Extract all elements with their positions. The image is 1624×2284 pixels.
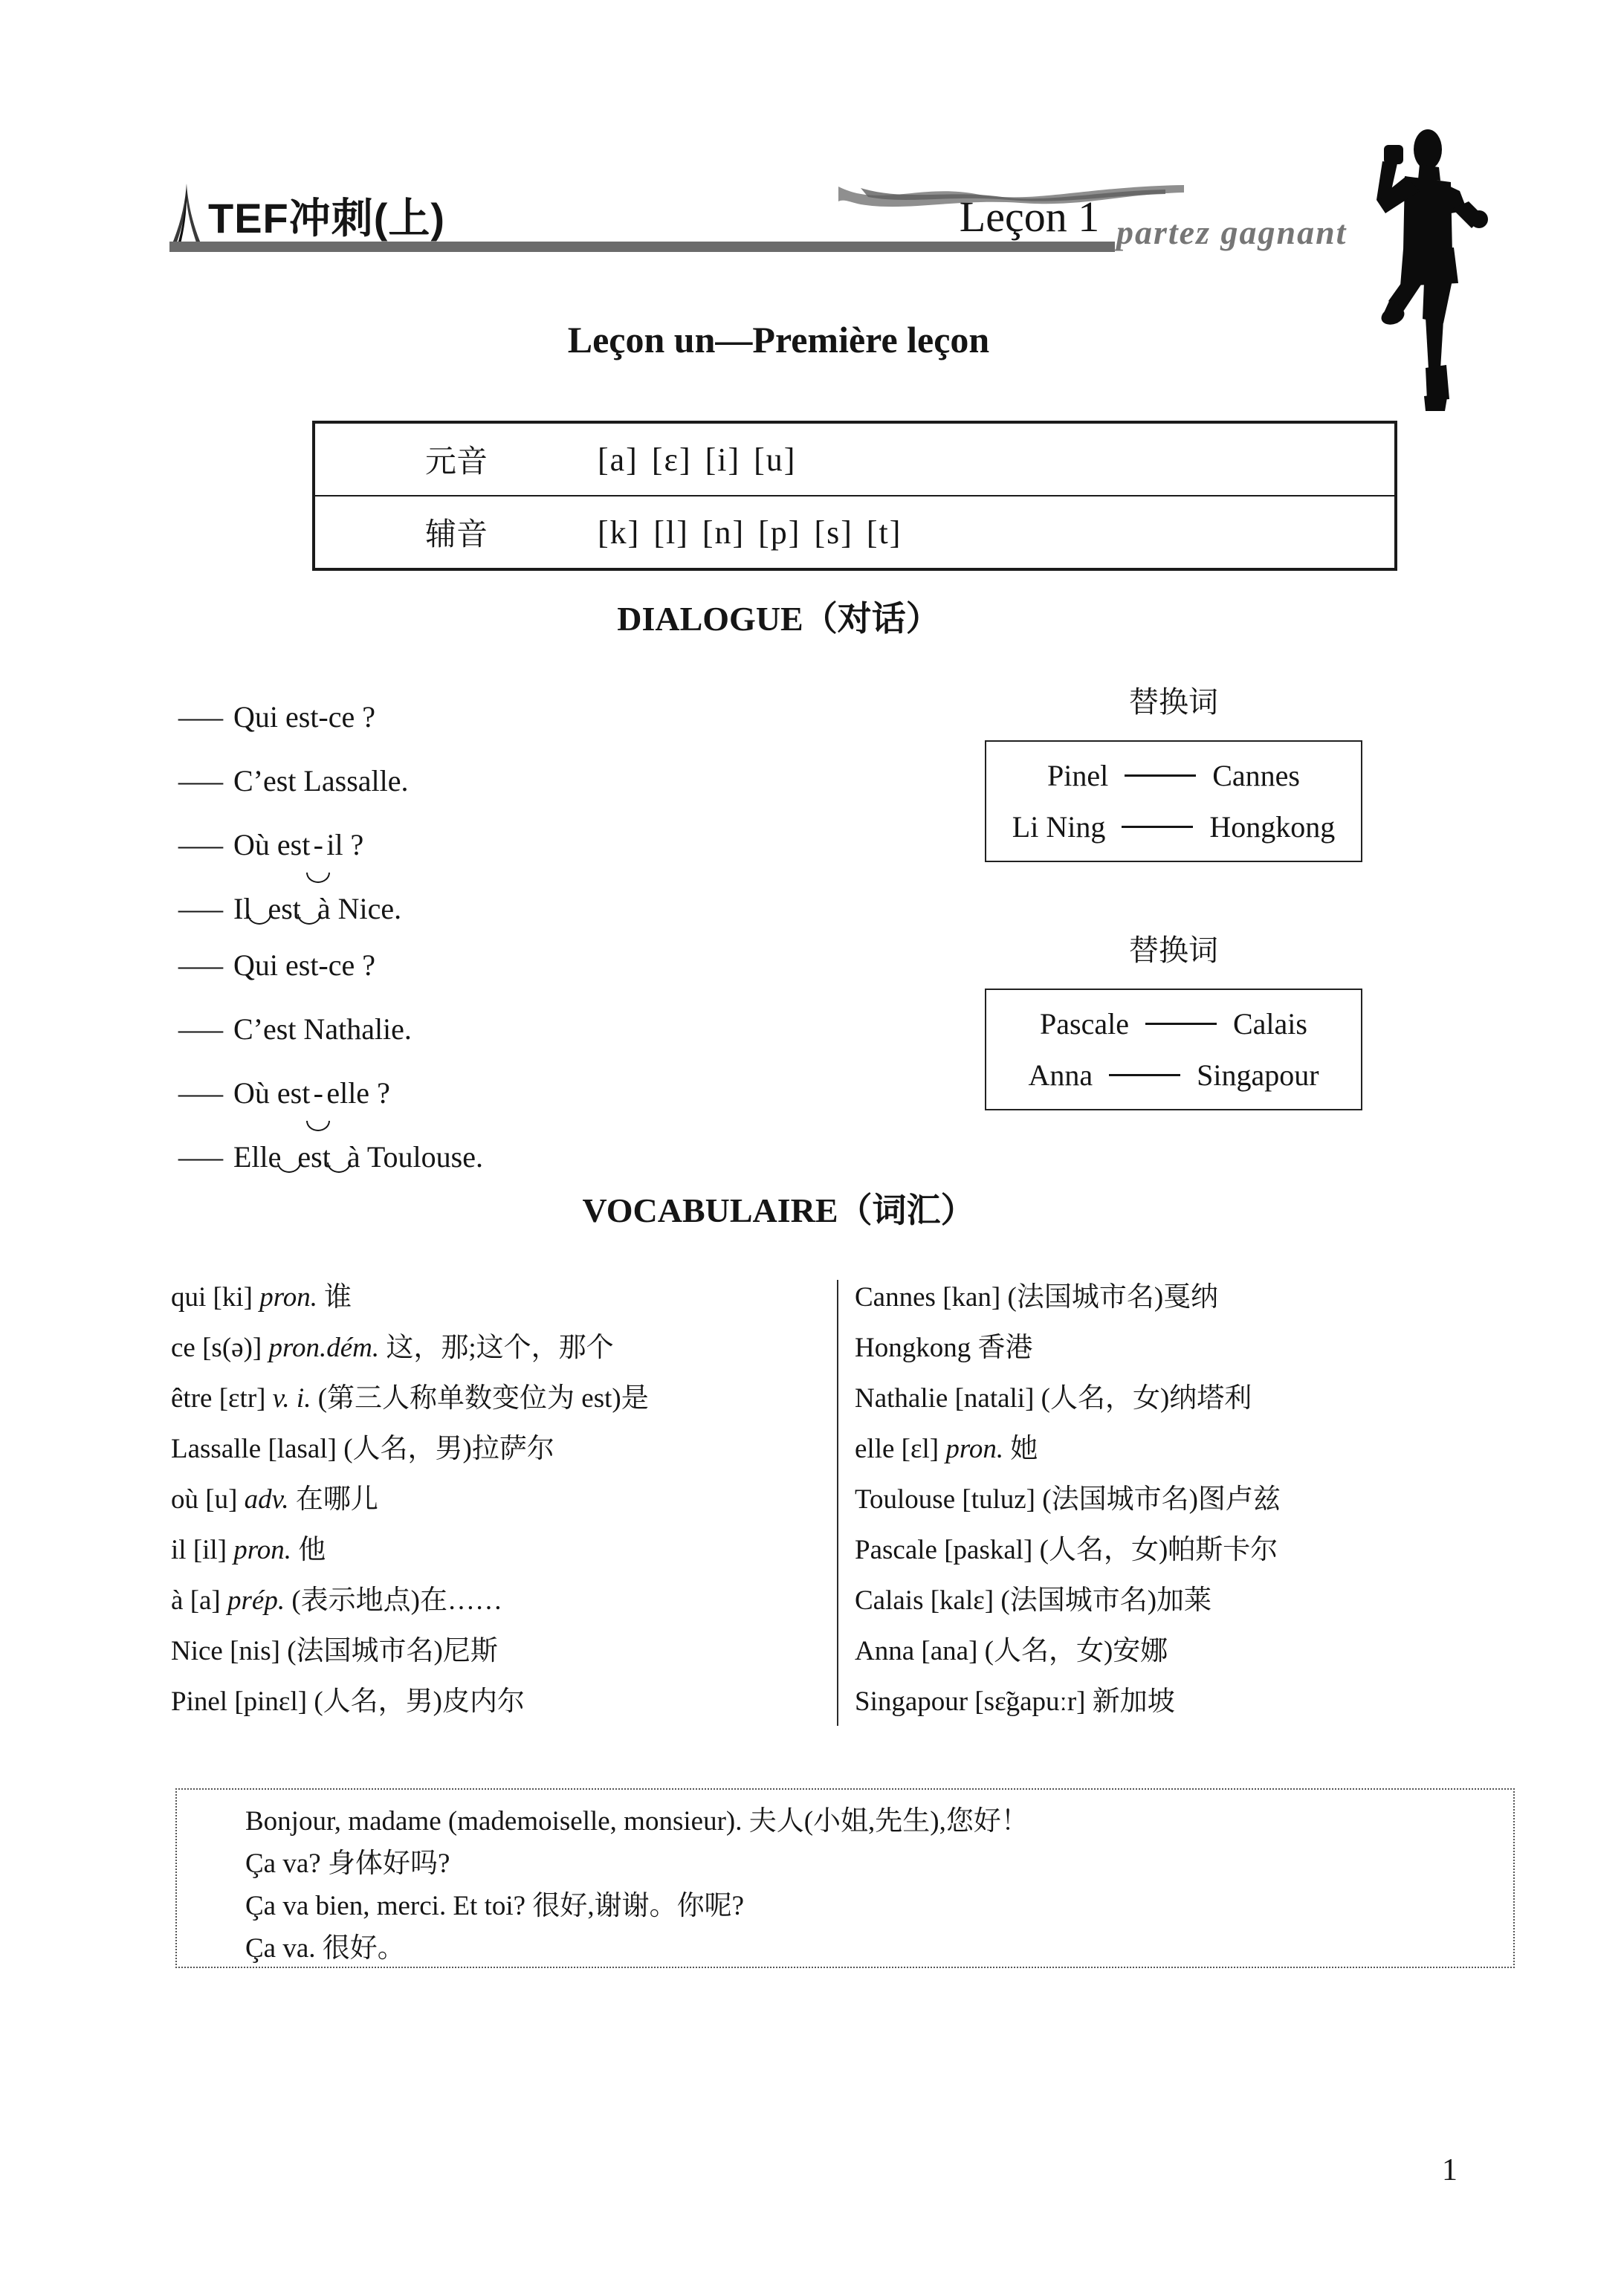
vocab-gloss: (第三人称单数变位为 est)是 xyxy=(317,1383,649,1414)
page-number: 1 xyxy=(1442,2153,1458,2187)
dialogue-line xyxy=(178,1125,483,1189)
dialogue-line xyxy=(178,685,409,749)
dialogue-text: est xyxy=(297,1140,331,1174)
vocab-pos: v. i. xyxy=(272,1383,311,1414)
dialogue-dash: — xyxy=(178,1012,223,1046)
phonetic-symbol: [a] xyxy=(598,441,638,478)
substitution-block xyxy=(985,685,1362,862)
lesson-badge: Leçon 1 xyxy=(959,193,1100,241)
dialogue-text: à Toulouse. xyxy=(346,1140,483,1174)
liaison-mark: - xyxy=(310,1061,326,1125)
phonetics-row xyxy=(315,424,1394,495)
vocab-entry xyxy=(855,1525,1531,1576)
phonetics-row xyxy=(315,495,1394,568)
vocab-gloss: (法国城市名)加莱 xyxy=(1000,1585,1212,1616)
vocab-phonetic: [kan] xyxy=(942,1282,1001,1313)
phonetic-symbol: [s] xyxy=(814,514,853,551)
dialogue-line xyxy=(178,749,409,813)
dialogue-text: C’est Lassalle. xyxy=(233,764,409,798)
vocab-phonetic: [sɛ̃gapuːr] xyxy=(974,1686,1086,1717)
vocab-phonetic: [ana] xyxy=(921,1636,978,1666)
runner-silhouette xyxy=(1376,123,1536,420)
vocab-word: Toulouse xyxy=(855,1484,956,1515)
vocab-entry xyxy=(171,1626,825,1677)
dialogue-lines xyxy=(178,934,483,1189)
substitution-right: Calais xyxy=(1232,1007,1307,1041)
vocab-gloss: (法国城市名)戛纳 xyxy=(1007,1282,1219,1313)
note-line: Ça va. 很好。 xyxy=(245,1933,405,1964)
greetings-note-box xyxy=(175,1788,1515,1968)
vocab-word: Calais xyxy=(855,1585,924,1616)
vocab-word: Hongkong xyxy=(855,1333,971,1363)
dialogue-text: Qui est-ce ? xyxy=(233,700,376,734)
vocab-phonetic: [paskal] xyxy=(944,1535,1033,1565)
vocab-word: être xyxy=(171,1383,213,1414)
vocab-entry xyxy=(171,1323,825,1374)
substitution-right: Singapour xyxy=(1197,1058,1319,1092)
vocab-word: Lassalle xyxy=(171,1434,262,1464)
vocab-word: Pascale xyxy=(855,1535,937,1565)
dialogue-line xyxy=(178,1061,483,1125)
phonetic-symbol: [t] xyxy=(866,514,902,551)
vocab-entry xyxy=(855,1626,1531,1677)
phonetic-symbol: [i] xyxy=(705,441,741,478)
vocab-pos: pron.dém. xyxy=(268,1333,380,1363)
vocabulary-heading: VOCABULAIRE（词汇） xyxy=(582,1191,975,1229)
substitution-block xyxy=(985,934,1362,1110)
vocab-phonetic: [ki] xyxy=(213,1282,253,1313)
vocab-pos: adv. xyxy=(244,1484,289,1515)
vocab-gloss: (人名，男)拉萨尔 xyxy=(343,1434,554,1464)
dialogue-dash: — xyxy=(178,1076,223,1110)
vocab-gloss: (法国城市名)图卢兹 xyxy=(1042,1484,1281,1515)
vocab-word: Pinel xyxy=(171,1686,228,1717)
vocab-gloss: 这，那;这个，那个 xyxy=(386,1333,614,1363)
vocab-entry xyxy=(855,1374,1531,1424)
vocab-pos: pron. xyxy=(259,1282,317,1313)
vocab-phonetic: [lasal] xyxy=(268,1434,337,1464)
vocab-word: Singapour xyxy=(855,1686,968,1717)
vocab-phonetic: [s(ə)] xyxy=(202,1333,262,1363)
vocab-column-divider xyxy=(837,1280,838,1726)
vocab-gloss: (表示地点)在…… xyxy=(291,1585,502,1616)
vocab-phonetic: [kalɛ] xyxy=(930,1585,994,1616)
vocab-word: ce xyxy=(171,1333,195,1363)
vocab-entry xyxy=(171,1475,825,1525)
dialogue-text: à Nice. xyxy=(317,892,402,925)
dialogue-line xyxy=(178,813,409,877)
vocab-phonetic: [ɛl] xyxy=(901,1434,939,1464)
liaison-mark: - xyxy=(310,813,326,877)
vocab-phonetic: [natali] xyxy=(954,1383,1035,1414)
header-rule xyxy=(169,242,1115,252)
vocab-word: Nathalie xyxy=(855,1383,948,1414)
vocab-word: elle xyxy=(855,1434,895,1464)
dialogue-text: Qui est-ce ? xyxy=(233,948,376,982)
phonetic-symbol: [k] xyxy=(598,514,641,551)
vocab-entry xyxy=(855,1475,1531,1525)
vocab-gloss: (人名，女)帕斯卡尔 xyxy=(1039,1535,1278,1565)
dialogue-dash: — xyxy=(178,892,223,925)
vocab-entry xyxy=(171,1677,825,1727)
vocab-phonetic: [nis] xyxy=(230,1636,280,1666)
vocab-entry xyxy=(855,1323,1531,1374)
dialogue-text: Où est xyxy=(233,828,311,861)
substitution-connector-line xyxy=(1125,774,1196,777)
vocab-gloss: 他 xyxy=(298,1535,326,1565)
dialogue-dash: — xyxy=(178,764,223,798)
substitution-row xyxy=(986,1006,1361,1041)
phonetic-symbol: [p] xyxy=(758,514,801,551)
dialogue-text: Il xyxy=(233,892,252,925)
vocab-gloss: 她 xyxy=(1010,1434,1038,1464)
vocab-phonetic: [u] xyxy=(205,1484,238,1515)
book-title: TEF冲刺(上) xyxy=(208,195,446,242)
vocab-entry xyxy=(855,1272,1531,1323)
vocab-word: Cannes xyxy=(855,1282,936,1313)
phonetics-symbols xyxy=(598,441,1394,479)
substitution-left: Pascale xyxy=(1040,1007,1129,1041)
vocab-word: il xyxy=(171,1535,187,1565)
dialogue-text: Où est xyxy=(233,1076,311,1110)
vocab-entry xyxy=(171,1374,825,1424)
vocab-word: à xyxy=(171,1585,184,1616)
substitution-label: 替换词 xyxy=(1129,685,1218,719)
note-line: Ça va bien, merci. Et toi? 很好,谢谢。你呢? xyxy=(245,1891,744,1921)
vocab-entry xyxy=(171,1424,825,1475)
vocab-phonetic: [il] xyxy=(193,1535,227,1565)
substitution-connector-line xyxy=(1109,1074,1180,1076)
dialogue-heading: DIALOGUE（对话） xyxy=(617,600,940,638)
dialogue-text: C’est Nathalie. xyxy=(233,1012,412,1046)
vocab-gloss: 新加坡 xyxy=(1092,1686,1175,1717)
vocab-gloss: (法国城市名)尼斯 xyxy=(287,1636,498,1666)
vocab-phonetic: [a] xyxy=(190,1585,221,1616)
phonetics-symbols xyxy=(598,514,1394,551)
substitution-left: Anna xyxy=(1028,1058,1093,1092)
eiffel-spike-icon xyxy=(169,183,204,248)
vocab-entry xyxy=(855,1576,1531,1626)
vocab-entry xyxy=(171,1525,825,1576)
vocab-entry xyxy=(171,1576,825,1626)
substitution-right: Cannes xyxy=(1212,759,1300,792)
vocab-gloss: (人名，女)纳塔利 xyxy=(1041,1383,1252,1414)
vocab-phonetic: [ɛtr] xyxy=(219,1383,266,1414)
dialogue-dash: — xyxy=(178,828,223,861)
vocab-gloss: 香港 xyxy=(977,1333,1033,1363)
page-title: Leçon un—Première leçon xyxy=(567,319,990,360)
phonetics-table xyxy=(312,421,1397,571)
vocab-pos: pron. xyxy=(233,1535,292,1565)
substitution-connector-line xyxy=(1122,826,1193,828)
vocab-word: qui xyxy=(171,1282,207,1313)
substitution-left: Li Ning xyxy=(1012,810,1106,844)
phonetics-row-label: 辅音 xyxy=(424,518,488,552)
phonetic-symbol: [l] xyxy=(653,514,689,551)
book-logo xyxy=(169,183,445,248)
dialogue-dash: — xyxy=(178,1140,223,1174)
substitution-row xyxy=(986,1058,1361,1093)
dialogue-text: est xyxy=(268,892,301,925)
phonetic-symbol: [n] xyxy=(702,514,745,551)
substitution-row xyxy=(986,758,1361,793)
dialogue-lines xyxy=(178,685,409,941)
vocab-pos: prép. xyxy=(227,1585,285,1616)
dialogue-line xyxy=(178,877,409,941)
substitution-connector-line xyxy=(1145,1023,1217,1025)
vocab-gloss: (人名，女)安娜 xyxy=(984,1636,1168,1666)
dialogue-text: elle ? xyxy=(326,1076,390,1110)
vocab-entry xyxy=(171,1272,825,1323)
vocab-word: où xyxy=(171,1484,198,1515)
note-line: Ça va? 身体好吗? xyxy=(245,1848,450,1879)
substitution-box xyxy=(985,740,1362,862)
vocab-column-right xyxy=(855,1272,1531,1727)
dialogue-dash: — xyxy=(178,948,223,982)
dialogue-dash: — xyxy=(178,700,223,734)
vocab-entry xyxy=(855,1677,1531,1727)
vocab-word: Anna xyxy=(855,1636,915,1666)
vocab-gloss: 在哪儿 xyxy=(295,1484,378,1515)
vocab-phonetic: [pinɛl] xyxy=(234,1686,308,1717)
phonetics-row-label: 元音 xyxy=(424,445,488,479)
dialogue-line xyxy=(178,997,483,1061)
dialogue-text: Elle xyxy=(233,1140,282,1174)
vocab-entry xyxy=(855,1424,1531,1475)
dialogue-text: il ? xyxy=(326,828,364,861)
substitution-label: 替换词 xyxy=(1129,934,1218,967)
vocab-word: Nice xyxy=(171,1636,223,1666)
phonetic-symbol: [u] xyxy=(754,441,797,478)
vocab-gloss: 谁 xyxy=(324,1282,352,1313)
vocab-phonetic: [tuluz] xyxy=(962,1484,1035,1515)
substitution-left: Pinel xyxy=(1047,759,1109,792)
note-line: Bonjour, madame (mademoiselle, monsieur). 夫人(小姐,先生),您好！ xyxy=(245,1806,1029,1837)
phonetic-symbol: [ɛ] xyxy=(651,441,692,478)
substitution-right: Hongkong xyxy=(1209,810,1336,844)
substitution-row xyxy=(986,809,1361,844)
substitution-box xyxy=(985,989,1362,1110)
tagline: partez gagnant xyxy=(1116,213,1348,251)
vocab-column-left xyxy=(171,1272,825,1727)
dialogue-line xyxy=(178,934,483,997)
vocab-pos: pron. xyxy=(945,1434,1004,1464)
vocab-gloss: (人名，男)皮内尔 xyxy=(314,1686,525,1717)
